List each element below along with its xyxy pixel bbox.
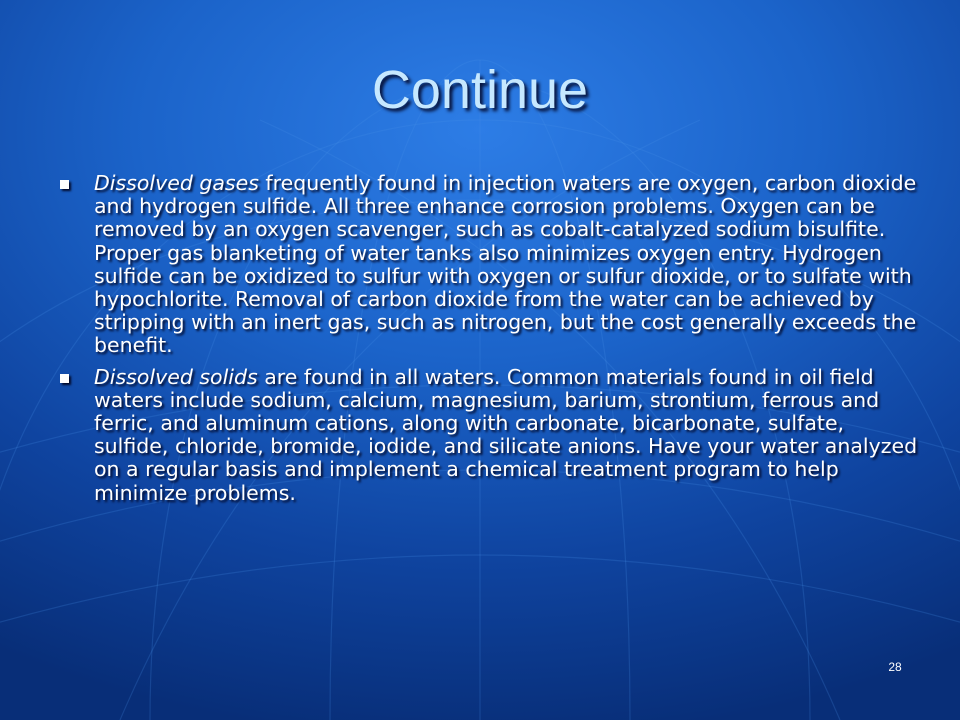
slide-title: Continue [371,60,589,120]
bullet-lead-term: Dissolved gases [94,171,259,195]
square-bullet-icon [60,180,69,189]
bullet-text [94,171,916,357]
bullet-list [60,172,920,513]
bullet-lead-term: Dissolved solids [94,364,258,389]
bullet-text [94,365,917,505]
bullet-item-dissolved-gases [60,172,920,358]
square-bullet-icon [60,374,69,383]
bullet-body: are found in all waters. Common materials found in oil field waters include sodium, calcium, magnesium, barium, strontium, ferrous and ferric, and aluminum cations, along with carbonate, bicarbonate, sulfate, sulfide, chloride, bromide, iodide, and silicate anions. Have your water analyzed on a regular basis and implement a chemical treatment program to help minimize problems. [94,364,918,505]
bullet-body: frequently found in injection waters are oxygen, carbon dioxide and hydrogen sulfide. All three enhance corrosion problems. Oxygen can be removed by an oxygen scavenger, such as cobalt-catalyzed sodium bisulfite. Proper gas blanketing of water tanks also minimizes oxygen entry. Hydrogen sulfide can be oxidized to sulfur with oxygen or sulfur dioxide, or to sulfate with hypochlorite. Removal of carbon dioxide from the water can be achieved by stripping with an inert gas, such as nitrogen, but the cost generally exceeds the benefit. [94,171,917,358]
bullet-item-dissolved-solids [60,366,920,505]
page-number: 28 [888,660,902,674]
